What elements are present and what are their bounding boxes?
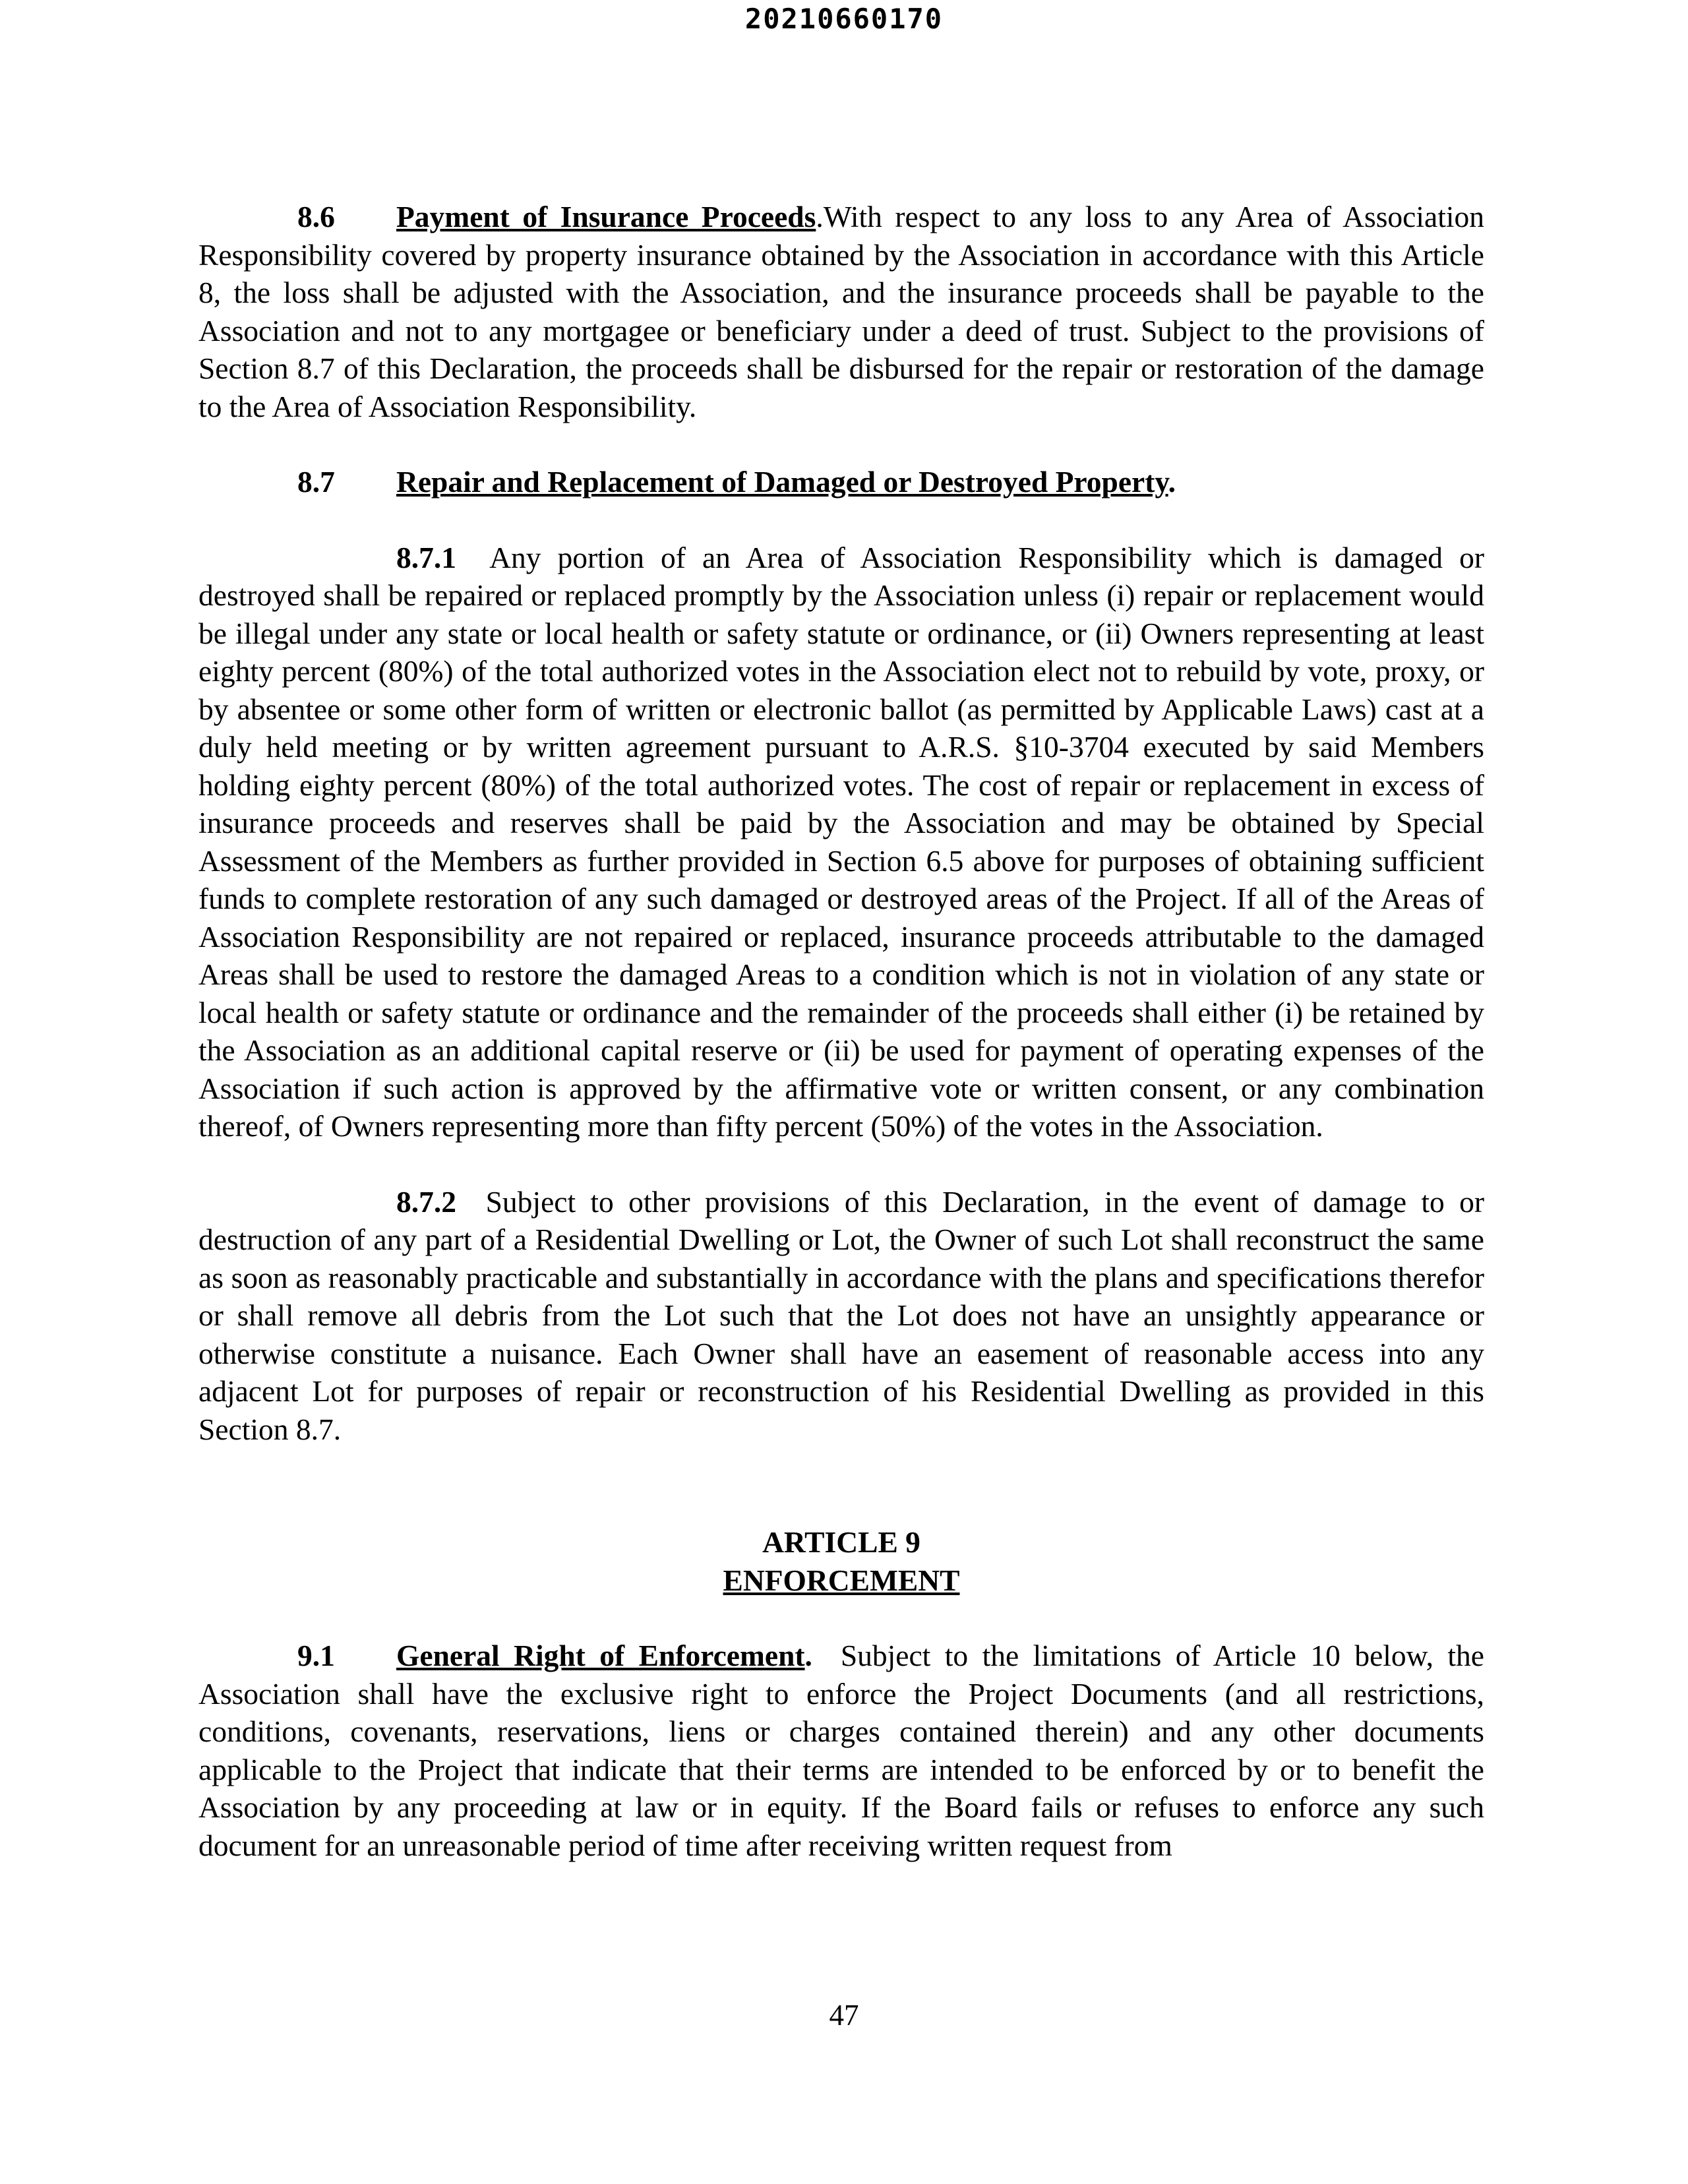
section-number: 8.7 bbox=[297, 465, 335, 499]
subsection-body: Any portion of an Area of Association Responsibility which is damaged or destroyed shall be repaired or replaced promptly by the Association unless (i) repair or replacement would be illegal under any state or local health or safety statute or ordinance, or (ii) Owners representing at least eighty percent (80%) of the total authorized votes in the Association elect not to rebuild by vote, proxy, or by absentee or some other form of written or electronic ballot (as permitted by Applicable Laws) cast at a duly held meeting or by written agreement pursuant to A.R.S. §10-3704 executed by said Members holding eighty percent (80%) of the total authorized votes. The cost of repair or replacement in excess of insurance proceeds and reserves shall be paid by the Association and may be obtained by Special Assessment of the Members as further provided in Section 6.5 above for purposes of obtaining sufficient funds to complete restoration of any such damaged or destroyed areas of the Project. If all of the Areas of Association Responsibility are not repaired or replaced, insurance proceeds attributable to the damaged Areas shall be used to restore the damaged Areas to a condition which is not in violation of any state or local health or safety statute or ordinance and the remainder of the proceeds shall either (i) be retained by the Association as an additional capital reserve or (ii) be used for payment of operating expenses of the Association if such action is approved by the affirmative vote or written consent, or any combination thereof, of Owners representing more than fifty percent (50%) of the votes in the Association. bbox=[198, 540, 1485, 1143]
article-heading: ARTICLE 9 bbox=[762, 1525, 920, 1559]
section-8-7-1 bbox=[198, 539, 1484, 1145]
section-8-7-2 bbox=[198, 1183, 1484, 1449]
section-number: 8.6 bbox=[297, 200, 335, 233]
subsection-number: 8.7.2 bbox=[396, 1184, 456, 1219]
section-9-1: 9.1 General Right of Enforcement. Subject to the limitations of Article 10 below, the Association shall have the exclusive right to enforce the Project Documents (and all restrictions, conditions, covenants, reservations, liens or charges contained therein) and any other documents applicable to the Project that indicate that their terms are intended to be enforced by or to benefit the Association by any proceeding at law or in equity. If the Board fails or refuses to enforce any such document for an unreasonable period of time after receiving written request from bbox=[198, 1637, 1484, 1864]
section-body: Subject to the limitations of Article 10 below, the Association shall have the exclusive right to enforce the Project Documents (and all restrictions, conditions, covenants, reservations, liens or charges contained therein) and any other documents applicable to the Project that indicate that their terms are intended to be enforced by or to benefit the Association by any proceeding at law or in equity. If the Board fails or refuses to enforce any such document for an unreasonable period of time after receiving written request from bbox=[198, 1639, 1485, 1862]
section-body: With respect to any loss to any Area of Association Responsibility covered by property insurance obtained by the Association in accordance with this Article 8, the loss shall be adjusted with the Association, and the insurance proceeds shall be payable to the Association and not to any mortgagee or beneficiary under a deed of trust. Subject to the provisions of Section 8.7 of this Declaration, the proceeds shall be disbursed for the repair or restoration of the damage to the Area of Association Responsibility. bbox=[198, 200, 1484, 423]
page-number: 47 bbox=[829, 1999, 859, 2032]
document-body bbox=[198, 198, 1484, 1864]
section-title: General Right of Enforcement bbox=[396, 1639, 805, 1672]
article-title: ENFORCEMENT bbox=[723, 1563, 960, 1597]
section-number: 9.1 bbox=[297, 1639, 335, 1672]
subsection-body: Subject to other provisions of this Declaration, in the event of damage to or destruction of any part of a Residential Dwelling or Lot, the Owner of such Lot shall reconstruct the same as soon as reasonably practicable and substantially in accordance with the plans and specifications therefor or shall remove all debris from the Lot such that the Lot does not have an unsightly appearance or otherwise constitute a nuisance. Each Owner shall have an easement of reasonable access into any adjacent Lot for purposes of repair or reconstruction of his Residential Dwelling as provided in this Section 8.7. bbox=[198, 1184, 1485, 1446]
section-title: Payment of Insurance Proceeds bbox=[396, 200, 816, 233]
section-8-6: 8.6 Payment of Insurance Proceeds.With respect to any loss to any Area of Association Responsibility covered by property insurance obtained by the Association in accordance with this Article 8, the loss shall be adjusted with the Association, and the insurance proceeds shall be payable to the Association and not to any mortgagee or beneficiary under a deed of trust. Subject to the provisions of Section 8.7 of this Declaration, the proceeds shall be disbursed for the repair or restoration of the damage to the Area of Association Responsibility. bbox=[198, 198, 1484, 425]
section-title: Repair and Replacement of Damaged or Destroyed Property bbox=[396, 465, 1168, 499]
section-8-7: 8.7 Repair and Replacement of Damaged or Destroyed Property. bbox=[198, 463, 1484, 501]
subsection-number: 8.7.1 bbox=[396, 540, 456, 574]
recording-number: 20210660170 bbox=[744, 3, 944, 35]
